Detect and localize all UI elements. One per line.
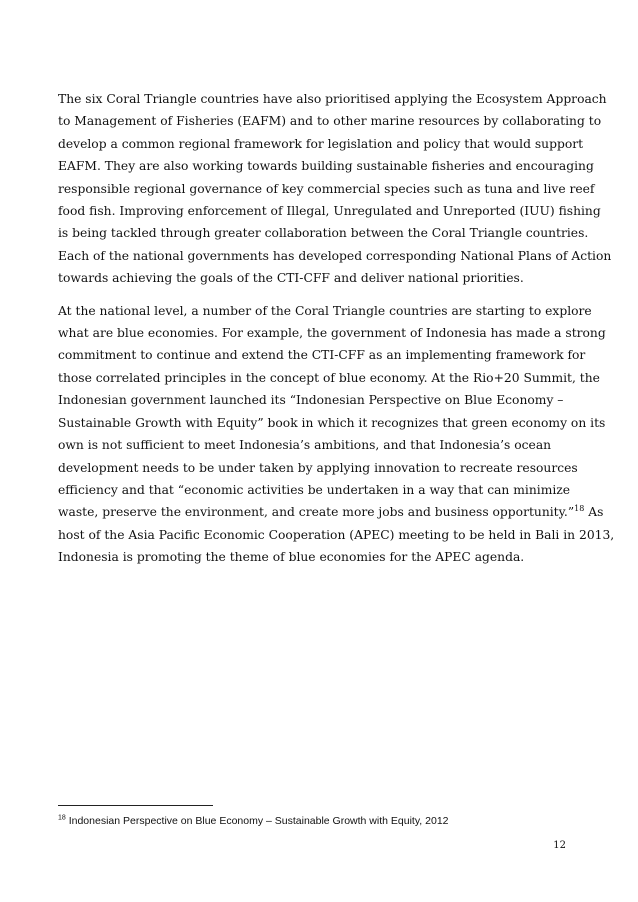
text-line: Sustainable Growth with Equity” book in which it recognizes that green economy on its — [58, 415, 606, 430]
text-line: what are blue economies. For example, the government of Indonesia has made a strong — [58, 326, 606, 341]
paragraph-2 — [58, 300, 615, 569]
footnote-text: Indonesian Perspective on Blue Economy – Sustainable Growth with Equity, 2012 — [65, 815, 449, 827]
text-line: is being tackled through greater collaboration between the Coral Triangle countries. — [58, 226, 589, 241]
text-line: efficiency and that “economic activities be undertaken in a way that can minimize — [58, 482, 571, 497]
text-line: Each of the national governments has developed corresponding National Plans of Action — [58, 248, 612, 263]
footnote-reference[interactable]: 18 — [574, 504, 585, 514]
text-line: Indonesian government launched its “Indonesian Perspective on Blue Economy – — [58, 393, 564, 408]
paragraph-1 — [58, 88, 612, 290]
text-line: responsible regional governance of key commercial species such as tuna and live reef — [58, 181, 595, 196]
text-segment: waste, preserve the environment, and create more jobs and business opportunity.” — [58, 505, 575, 520]
text-line-with-footnote-ref — [58, 501, 604, 523]
text-line: those correlated principles in the concept of blue economy. At the Rio+20 Summit, the — [58, 370, 600, 385]
text-segment: As — [584, 505, 604, 520]
page-number: 12 — [553, 840, 566, 851]
text-line: commitment to continue and extend the CTI-CFF as an implementing framework for — [58, 348, 586, 363]
text-line: The six Coral Triangle countries have also prioritised applying the Ecosystem Approach — [58, 92, 607, 106]
text-line: own is not sufficient to meet Indonesia’s ambitions, and that Indonesia’s ocean — [58, 438, 552, 453]
footnote — [58, 814, 578, 828]
text-line: food fish. Improving enforcement of Illegal, Unregulated and Unreported (IUU) fishing — [58, 204, 601, 219]
footnote-divider — [58, 805, 213, 806]
text-line: EAFM. They are also working towards building sustainable fisheries and encouraging — [58, 159, 594, 174]
text-line: to Management of Fisheries (EAFM) and to other marine resources by collaborating to — [58, 114, 602, 129]
text-line: At the national level, a number of the Coral Triangle countries are starting to explore — [58, 303, 592, 318]
text-line: Indonesia is promoting the theme of blue economies for the APEC agenda. — [58, 550, 525, 565]
text-line: host of the Asia Pacific Economic Cooperation (APEC) meeting to be held in Bali in 2013, — [58, 527, 615, 542]
text-line: develop a common regional framework for legislation and policy that would support — [58, 136, 584, 151]
text-line: development needs to be under taken by applying innovation to recreate resources — [58, 460, 578, 475]
text-line: towards achieving the goals of the CTI-CFF and deliver national priorities. — [58, 271, 524, 286]
body-text — [58, 88, 615, 579]
footnote-number: 18 — [58, 814, 66, 822]
